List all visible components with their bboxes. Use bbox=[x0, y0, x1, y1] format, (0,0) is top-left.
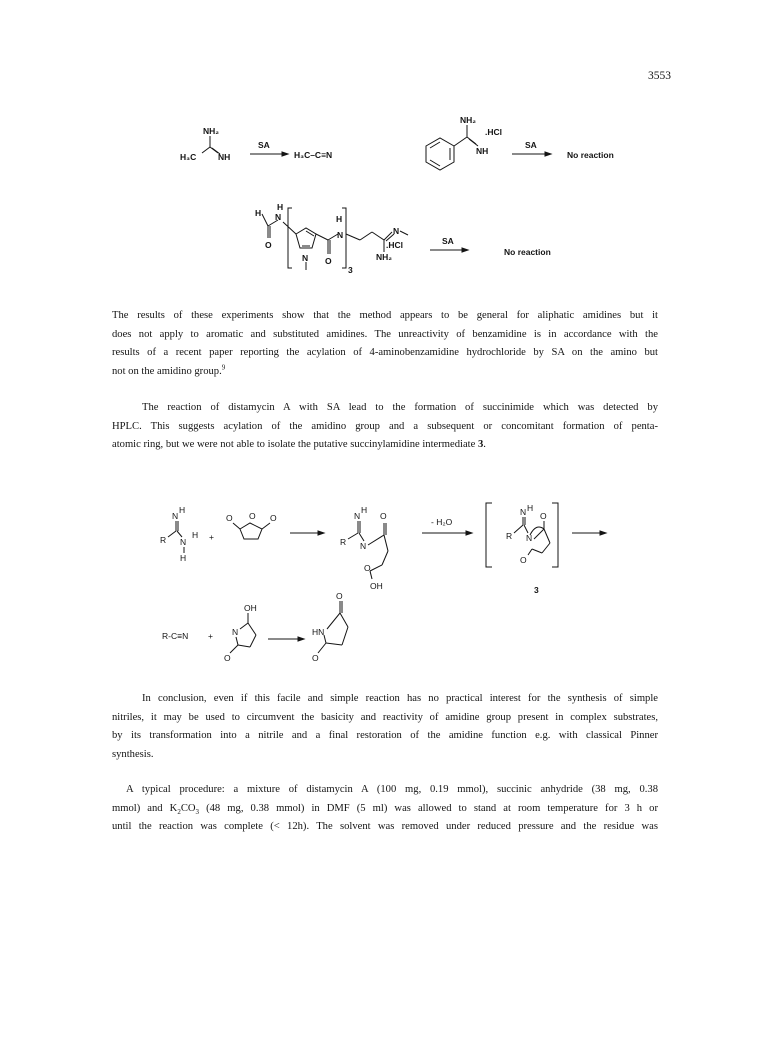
product-acetonitrile: H₃C–C≡N bbox=[294, 150, 333, 160]
benzamidine-structure bbox=[426, 115, 614, 170]
atom-o: O bbox=[364, 563, 371, 573]
atom-oh: OH bbox=[244, 603, 257, 613]
reagent-sa-1: SA bbox=[258, 140, 270, 150]
text-line: The results of these experiments show that the method appears to be general for aliphatic amidines but it bbox=[112, 310, 658, 321]
atom-nh: NH bbox=[218, 152, 231, 162]
reagent-sa-3: SA bbox=[442, 236, 454, 246]
atom-nh-amide: H bbox=[336, 214, 343, 224]
acyl-amidine-adduct bbox=[340, 505, 388, 591]
text-line: results of a recent paper reporting the acylation of 4-aminobenzamidine hydrochloride by SA on the amino but bbox=[112, 347, 658, 359]
text-line: atomic ring, but we were not able to isolate the putative succinylamidine intermediate 3. bbox=[112, 439, 486, 451]
atom-r: R bbox=[506, 531, 513, 541]
atom-n: N bbox=[360, 541, 367, 551]
atom-n-lower: N bbox=[180, 537, 187, 547]
distamycin-structure bbox=[255, 202, 551, 275]
atom-o-amide: O bbox=[325, 256, 332, 266]
atom-n-formyl: N bbox=[275, 212, 282, 222]
atom-h: H bbox=[179, 505, 186, 515]
atom-h: H bbox=[361, 505, 368, 515]
plus-sign: + bbox=[208, 631, 213, 641]
atom-nh2: NH₂ bbox=[203, 126, 220, 136]
atom-o: O bbox=[312, 653, 319, 663]
paragraph-conclusion bbox=[112, 690, 658, 764]
atom-n: N bbox=[172, 511, 179, 521]
text-line: In conclusion, even if this facile and simple reaction has no practical interest for the synthesis of simple bbox=[142, 693, 658, 704]
atom-o: O bbox=[270, 513, 277, 523]
text-line: nitriles, it may be used to circumvent the basicity and reactivity of amidine group present in complex substrates, bbox=[112, 711, 658, 723]
intermediate-3 bbox=[486, 503, 558, 595]
repeat-count: 3 bbox=[348, 265, 353, 275]
hcl-salt: .HCl bbox=[485, 127, 502, 137]
atom-hn: HN bbox=[312, 627, 325, 637]
hcl-salt-dist: .HCl bbox=[386, 240, 403, 250]
text-line: until the reaction was complete (< 12h). The solvent was removed under reduced pressure and the residue was bbox=[112, 821, 658, 833]
scheme-1 bbox=[150, 110, 650, 290]
scheme-2 bbox=[140, 495, 640, 675]
amidine-reactant bbox=[160, 505, 198, 563]
atom-nh2-dist: NH₂ bbox=[376, 252, 393, 262]
atom-o-ring: O bbox=[249, 511, 256, 521]
atom-o: O bbox=[226, 513, 233, 523]
reagent-sa-2: SA bbox=[525, 140, 537, 150]
atom-h-bottom: H bbox=[180, 553, 187, 563]
atom-nh-benz: NH bbox=[476, 146, 489, 156]
text-line: not on the amidino group.$^9$ bbox=[112, 363, 226, 377]
atom-n-ring: N bbox=[526, 533, 533, 543]
atom-h-nh: H bbox=[277, 202, 284, 212]
intermediate-label: 3 bbox=[534, 585, 539, 595]
no-reaction-2: No reaction bbox=[504, 247, 551, 257]
dehydration-label: - H₂O bbox=[431, 517, 453, 527]
paragraph-results bbox=[112, 307, 658, 381]
atom-o: O bbox=[540, 511, 547, 521]
text-line: mmol) and $K_2CO_3$ (48 mg, 0.38 mmol) in DMF (5 ml) was allowed to stand at room temperature for 3 h or bbox=[112, 802, 658, 816]
atom-h: H bbox=[527, 503, 534, 513]
atom-r: R bbox=[340, 537, 347, 547]
reference-9: 9 bbox=[221, 363, 226, 372]
atom-h3c: H₃C bbox=[180, 152, 197, 162]
atom-o: O bbox=[336, 591, 343, 601]
atom-n-amidine: N bbox=[393, 226, 400, 236]
atom-nh2-benz: NH₂ bbox=[460, 115, 477, 125]
atom-h-formyl: H bbox=[255, 208, 262, 218]
atom-h-right: H bbox=[192, 530, 199, 540]
products bbox=[162, 591, 348, 663]
text-line: does not apply to aromatic and substituted amidines. The unreactivity of benzamidine is in accordance with the bbox=[112, 328, 658, 340]
paragraph-procedure bbox=[112, 781, 658, 837]
atom-r: R bbox=[160, 535, 167, 545]
atom-n-pyrrole: N bbox=[302, 253, 309, 263]
atom-n-amide: N bbox=[337, 230, 344, 240]
page-number: 3553 bbox=[648, 70, 671, 82]
nitrile-product: R-C≡N bbox=[162, 631, 189, 641]
atom-o: O bbox=[520, 555, 527, 565]
atom-o: O bbox=[380, 511, 387, 521]
atom-o: O bbox=[224, 653, 231, 663]
plus-sign: + bbox=[209, 532, 214, 542]
text-line: A typical procedure: a mixture of distamycin A (100 mg, 0.19 mmol), succinic anhydride (38 mg, 0.38 bbox=[126, 784, 658, 795]
acetamidine-structure bbox=[180, 126, 332, 162]
atom-oh: OH bbox=[370, 581, 383, 591]
text-line: by its transformation into a nitrile and a final restoration of the amidine function e.g. with classical Pinner bbox=[112, 730, 658, 742]
atom-n: N bbox=[354, 511, 361, 521]
atom-o-formyl: O bbox=[265, 240, 272, 250]
no-reaction-1: No reaction bbox=[567, 150, 614, 160]
text-line: HPLC. This suggests acylation of the amidino group and a subsequent or concomitant formation of penta- bbox=[112, 420, 658, 432]
text-line: synthesis. bbox=[112, 748, 154, 760]
text-line: The reaction of distamycin A with SA lead to the formation of succinimide which was detected by bbox=[142, 402, 658, 413]
atom-n: N bbox=[520, 507, 527, 517]
paragraph-distamycin bbox=[112, 399, 658, 455]
succinic-anhydride bbox=[226, 511, 277, 539]
compound-3-ref: 3 bbox=[477, 439, 484, 451]
atom-n: N bbox=[232, 627, 239, 637]
